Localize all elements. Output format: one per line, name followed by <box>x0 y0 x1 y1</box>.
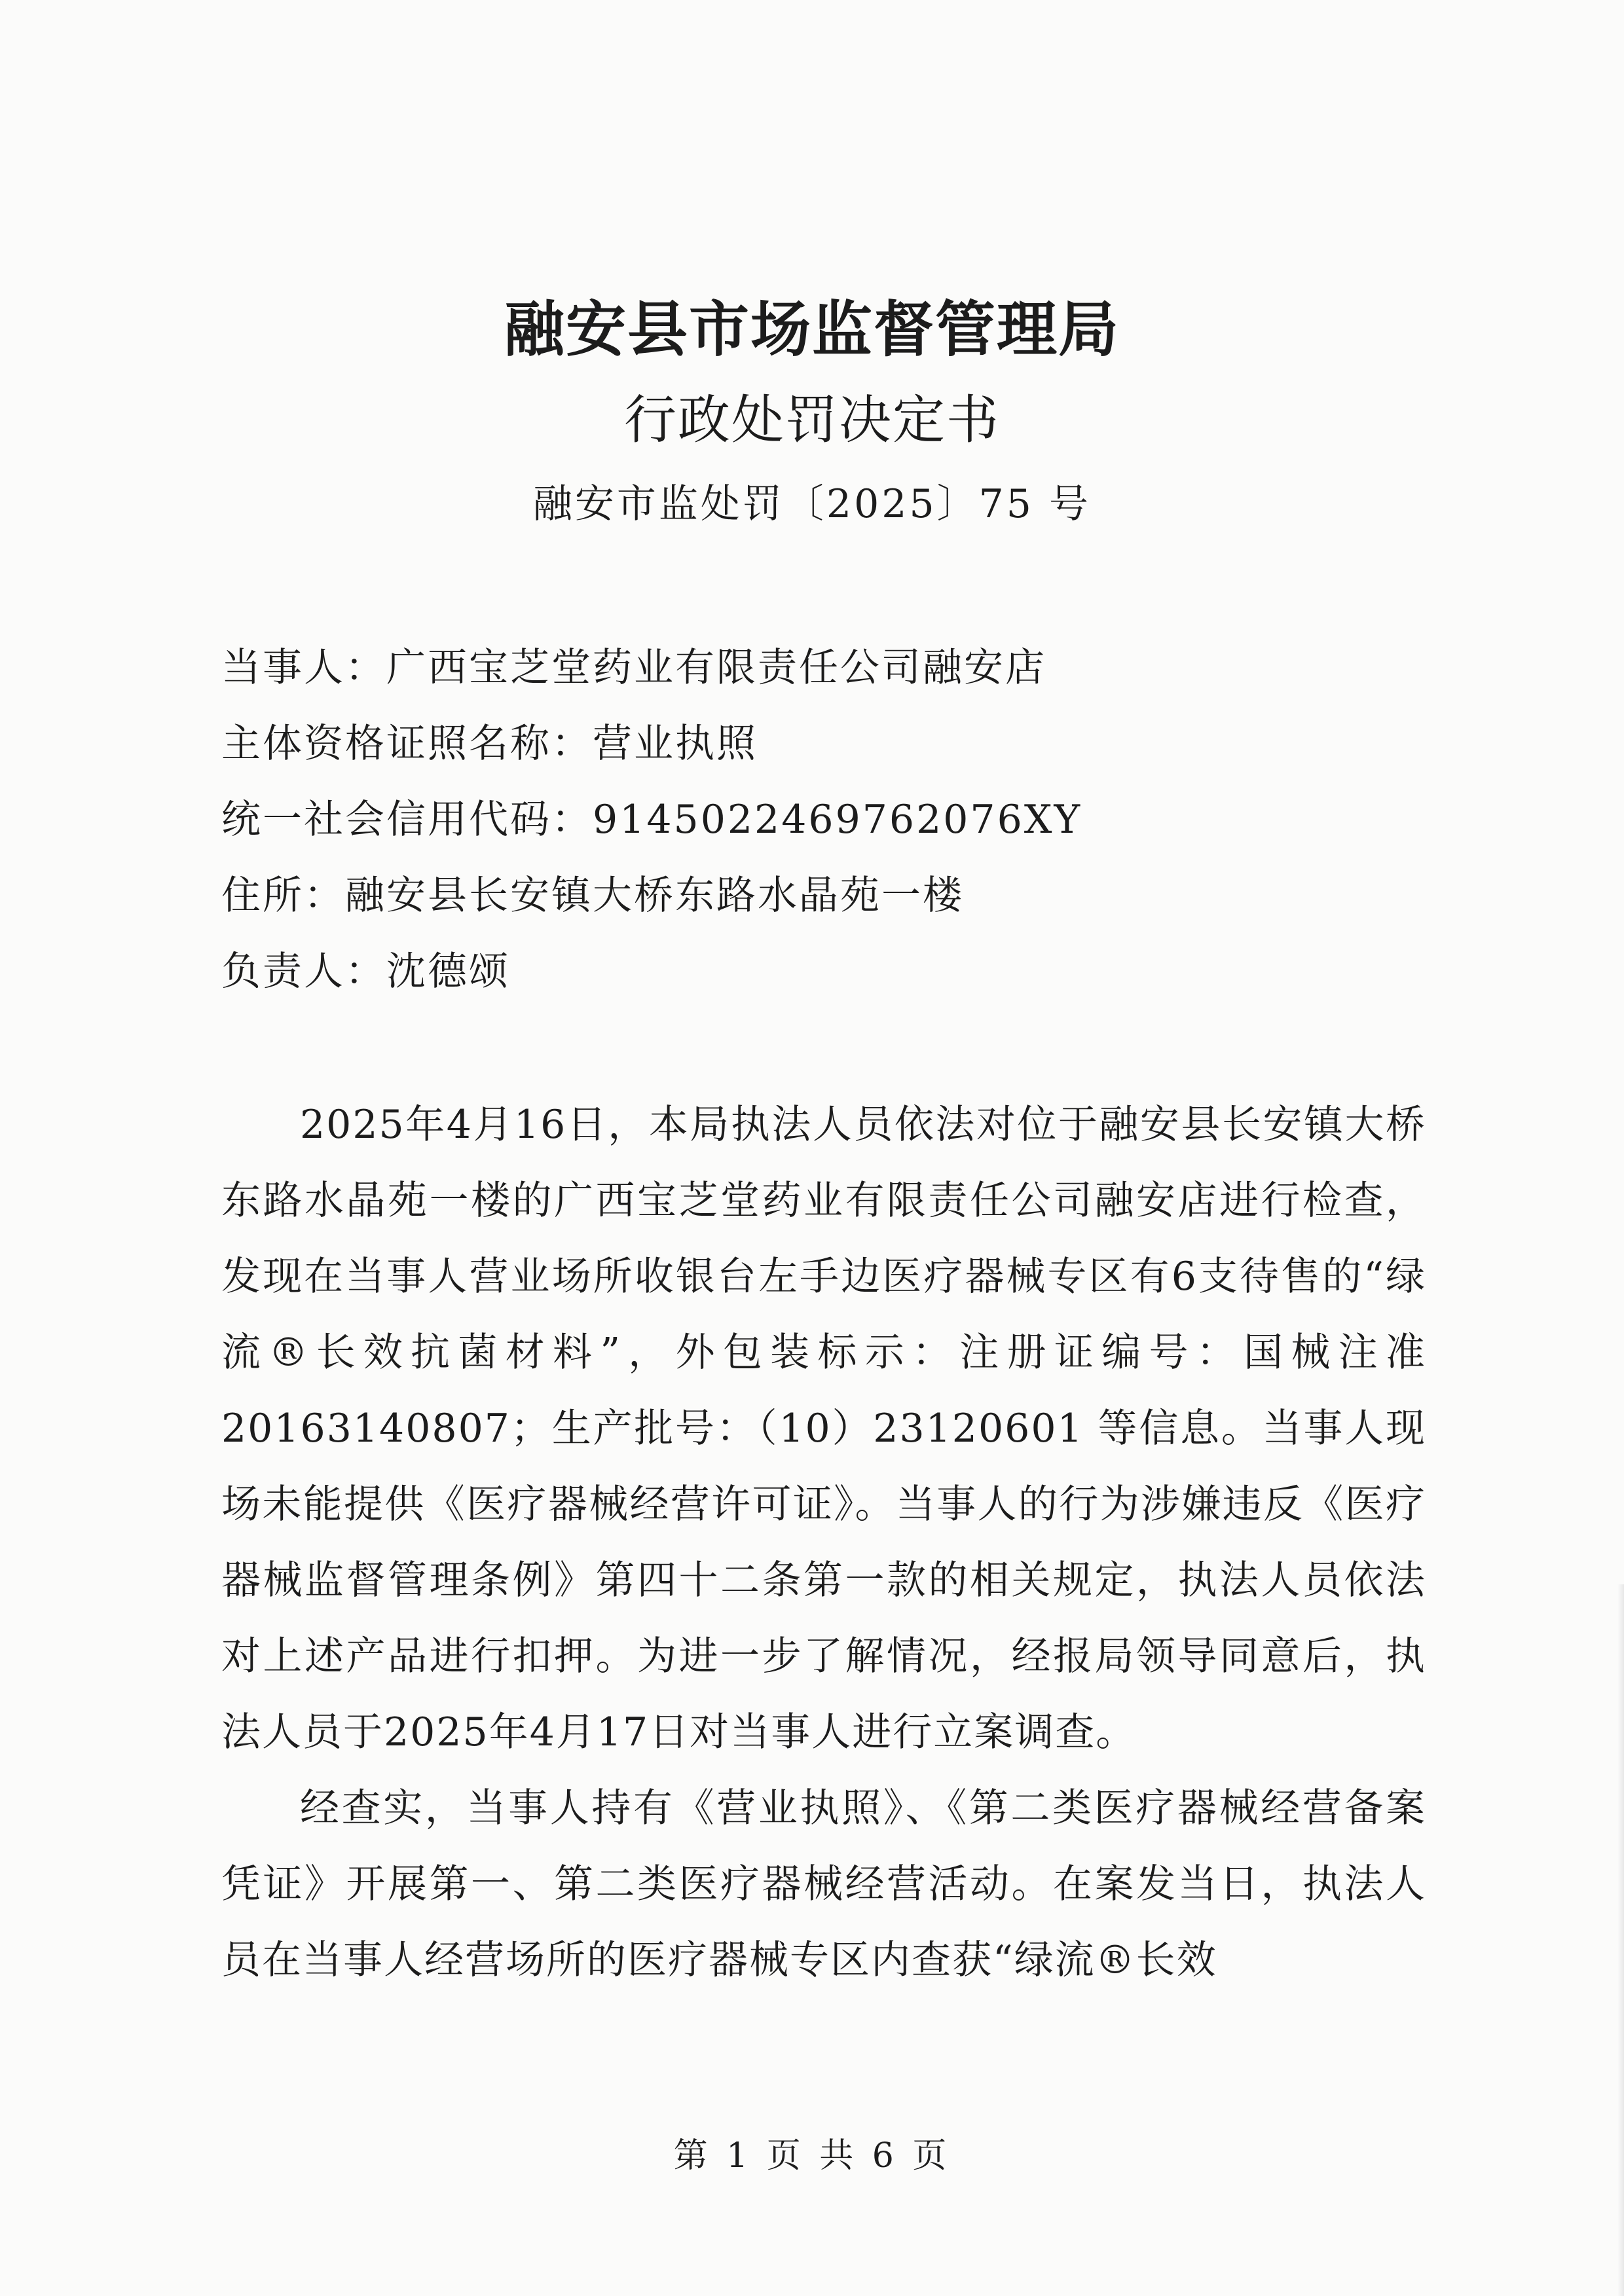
party-name: 当事人：广西宝芝堂药业有限责任公司融安店 <box>221 645 1046 691</box>
document-type-title: 行政处罚决定书 <box>624 390 1000 450</box>
scan-shadow <box>1617 1584 1624 2296</box>
responsible-person: 负责人：沈德颂 <box>221 949 510 994</box>
credit-code: 统一社会信用代码：9145022469762076XY <box>221 797 1082 843</box>
license-type: 主体资格证照名称：营业执照 <box>221 721 758 767</box>
party-info <box>221 630 1466 1010</box>
agency-title: 融安县市场监督管理局 <box>504 294 1120 365</box>
party-address: 住所：融安县长安镇大桥东路水晶苑一楼 <box>221 873 964 919</box>
page-indicator: 第 1 页 共 6 页 <box>673 2136 951 2176</box>
body-paragraph-inspection: 2025年4月16日，本局执法人员依法对位于融安县长安镇大桥东路水晶苑一楼的广西宝芝堂药业有限责任公司融安店进行检查，发现在当事人营业场所收银台左手边医疗器械专区有6支待售的“绿流®长效抗菌材料”，外包装标示：注册证编号：国械注准20163140807；生产批号：（10）23120601 等信息。当事人现场未能提供《医疗器械经营许可证》。当事人的行为涉嫌违反《医疗器械监督管理条例》第四十二条第一款的相关规定，执法人员依法对上述产品进行扣押。为进一步了解情况，经报局领导同意后，执法人员于2025年4月17日对当事人进行立案调查。 <box>221 1102 1426 1755</box>
document-number: 融安市监处罚〔2025〕75 号 <box>532 481 1092 527</box>
body-paragraph-findings: 经查实，当事人持有《营业执照》、《第二类医疗器械经营备案凭证》开展第一、第二类医疗器械经营活动。在案发当日，执法人员在当事人经营场所的医疗器械专区内查获“绿流®长效 <box>221 1785 1426 1983</box>
decision-body <box>221 1087 1426 1998</box>
